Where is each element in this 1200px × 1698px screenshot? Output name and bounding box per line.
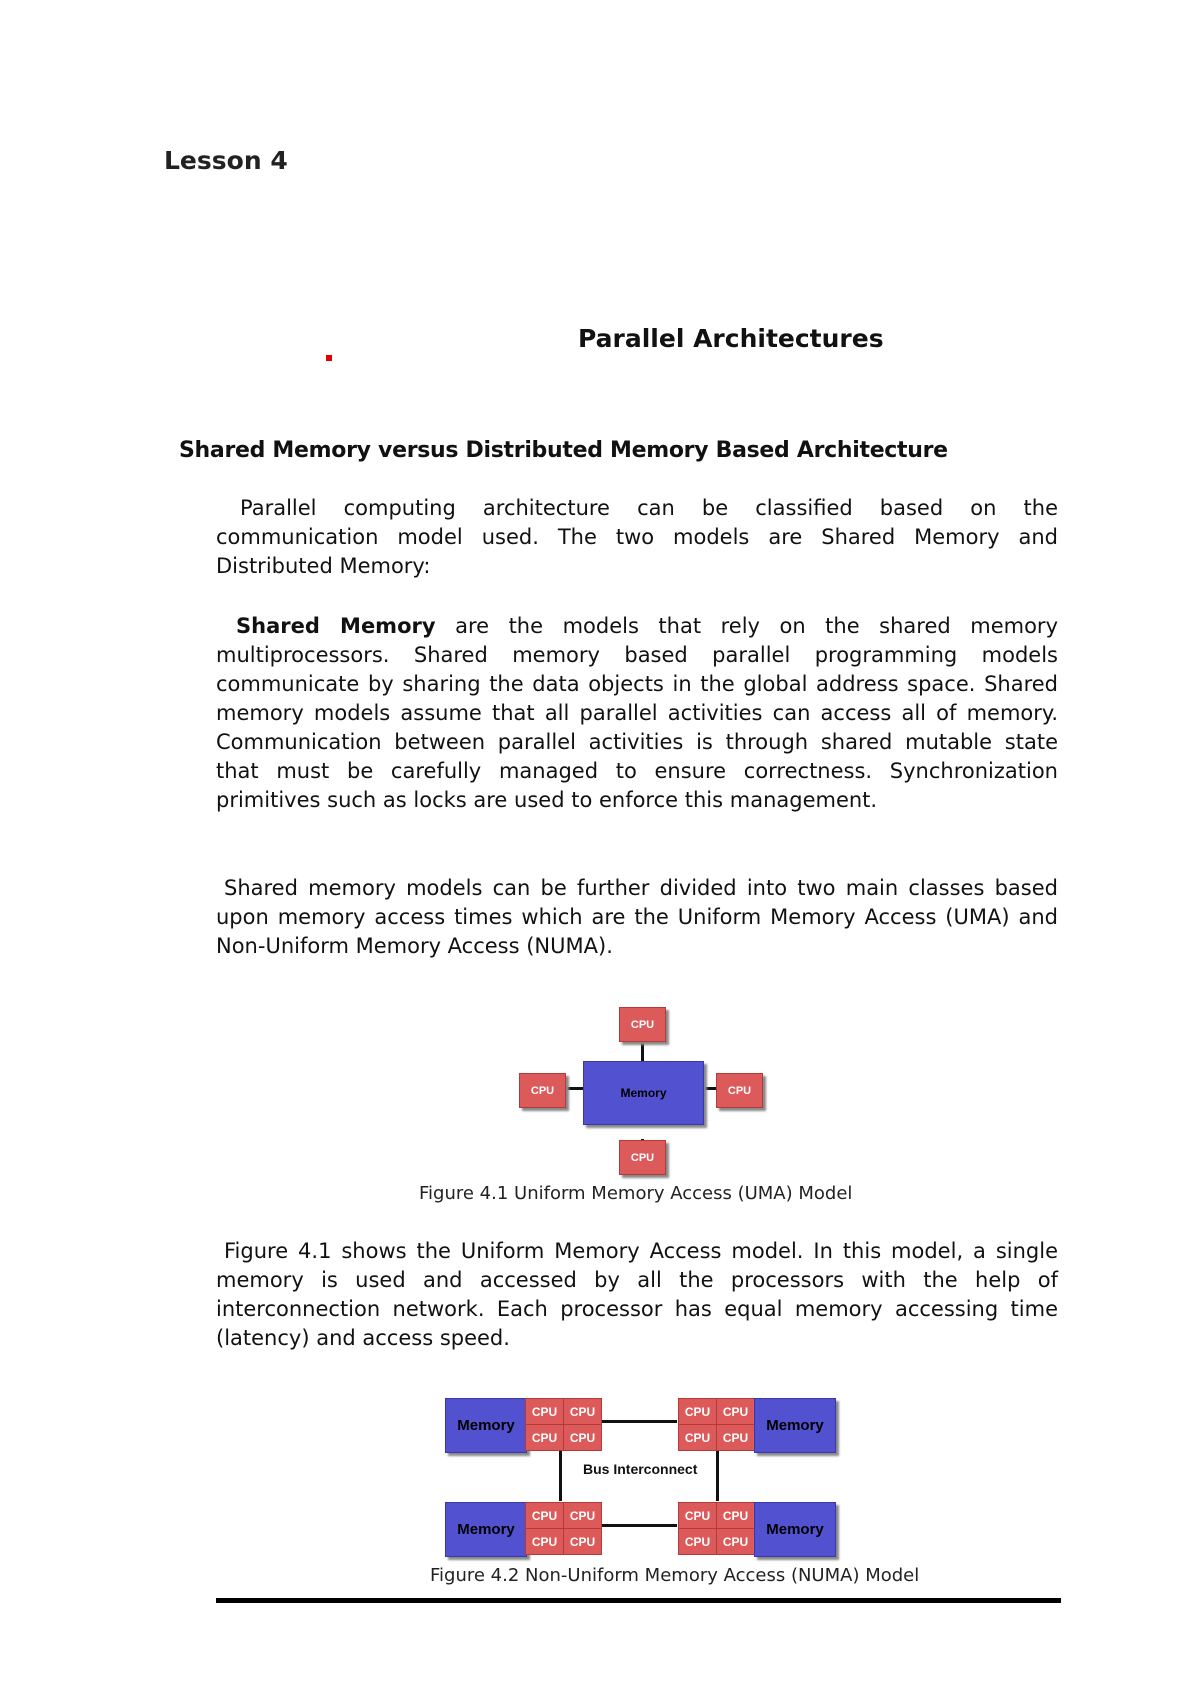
numa-bus-bottom [601,1524,677,1527]
bus-interconnect-label: Bus Interconnect [583,1461,698,1477]
uma-cpu-left: CPU [519,1073,566,1108]
numa-cpu: CPU [563,1424,602,1451]
uma-link-left [564,1087,584,1090]
figure-4-2-caption: Figure 4.2 Non-Uniform Memory Access (NUMA) Model [430,1565,920,1586]
numa-cpu: CPU [525,1398,564,1425]
lesson-number: Lesson 4 [164,146,288,175]
numa-cpu: CPU [716,1502,755,1529]
numa-cpu: CPU [563,1528,602,1555]
numa-cpu: CPU [525,1424,564,1451]
uma-cpu-bottom: CPU [619,1140,666,1175]
paragraph-shared-memory [216,612,1058,815]
figure-4-1-caption: Figure 4.1 Uniform Memory Access (UMA) Model [419,1183,853,1204]
paragraph-uma-numa: Shared memory models can be further divided into two main classes based upon memory access times which are the Uniform Memory Access (UMA) and Non-Uniform Memory Access (NUMA). [216,876,1058,958]
numa-cpu: CPU [716,1398,755,1425]
uma-link-top [641,1039,644,1061]
numa-cpu: CPU [678,1398,717,1425]
numa-bus-top [601,1420,677,1423]
numa-cpu: CPU [678,1528,717,1555]
numa-cpu: CPU [563,1502,602,1529]
red-bullet-icon [326,355,332,361]
numa-cpu: CPU [525,1502,564,1529]
numa-cpu: CPU [563,1398,602,1425]
numa-memory-top-right: Memory [754,1398,836,1453]
footer-rule [216,1598,1061,1603]
uma-cpu-right: CPU [716,1073,763,1108]
uma-cpu-top: CPU [619,1007,666,1042]
numa-cpu: CPU [716,1424,755,1451]
numa-cpu: CPU [716,1528,755,1555]
paragraph-intro: Parallel computing architecture can be classified based on the communication model used. The two models are Shared Memory and Distributed Memory: [216,496,1058,578]
numa-cpu: CPU [525,1528,564,1555]
numa-cpu: CPU [678,1424,717,1451]
numa-memory-bottom-right: Memory [754,1502,836,1557]
shared-memory-text: are the models that rely on the shared memory multiprocessors. Shared memory based parallel programming models communicate by sharing the data objects in the global address space. Shared memory models assume that all parallel activities can access all of memory. Communication between parallel activities is through shared mutable state that must be carefully managed to ensure correctness. Synchronization primitives such as locks are used to enforce this management. [216,614,1058,812]
uma-memory: Memory [583,1061,704,1125]
paragraph-uma-description: Figure 4.1 shows the Uniform Memory Access model. In this model, a single memory is used and accessed by all the processors with the help of interconnection network. Each processor has equal memory accessing time (latency) and access speed. [216,1239,1058,1350]
numa-bus-left [559,1445,562,1501]
shared-memory-term: Shared Memory [236,614,436,638]
numa-cpu: CPU [678,1502,717,1529]
numa-memory-top-left: Memory [445,1398,527,1453]
numa-bus-right [716,1445,719,1501]
section-heading: Shared Memory versus Distributed Memory Based Architecture [179,438,948,463]
page-title: Parallel Architectures [578,324,884,353]
numa-memory-bottom-left: Memory [445,1502,527,1557]
